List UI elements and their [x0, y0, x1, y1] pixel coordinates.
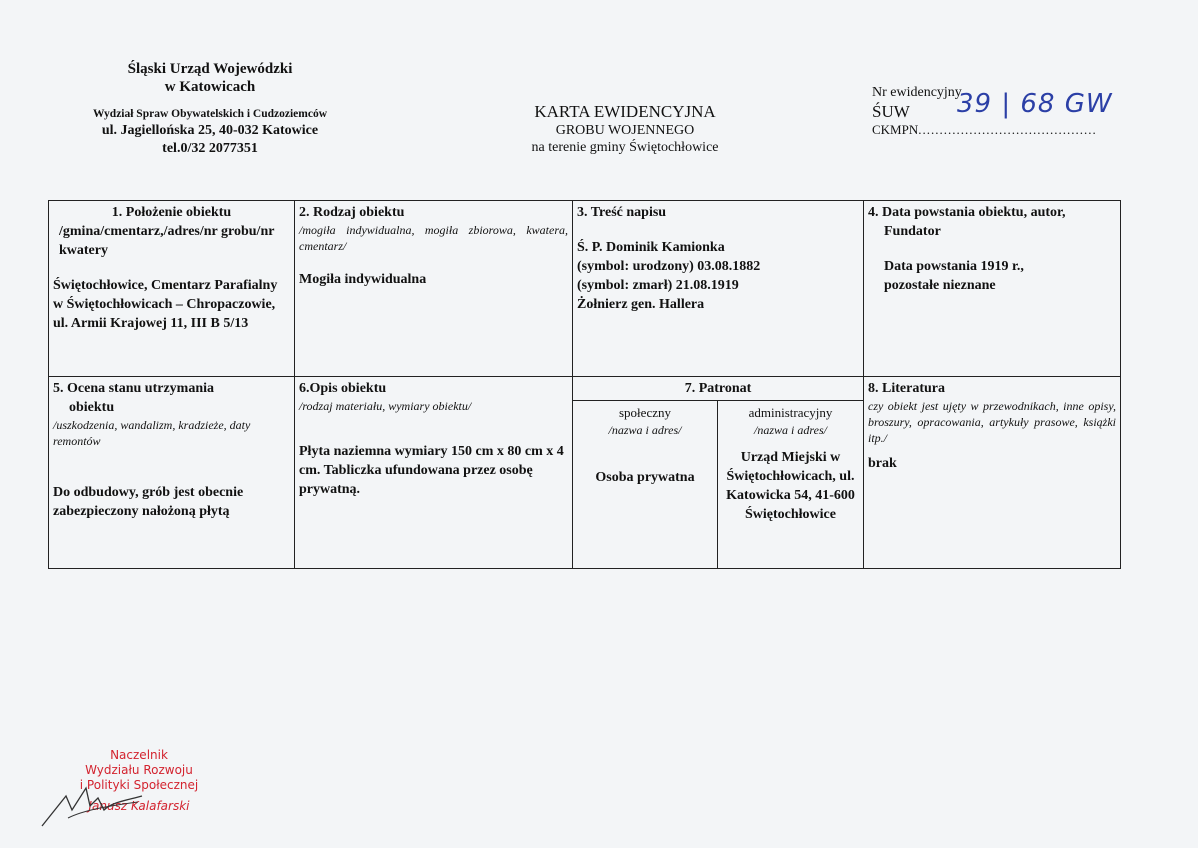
reg-dots: ..........................................	[918, 122, 1097, 137]
cell-inscription-title: 3. Treść napisu	[577, 205, 667, 220]
cell-patronage-title: 7. Patronat	[684, 381, 752, 396]
reg-ckmpn: CKMPN	[872, 122, 919, 137]
reg-suw: ŚUW	[872, 102, 910, 121]
cell-literature-title: 8. Literatura	[868, 381, 945, 396]
issuer-block	[60, 60, 360, 158]
cell-object-type-title: 2. Rodzaj obiektu	[299, 205, 405, 220]
cell-condition-title: 5. Ocena stanu utrzymania	[53, 381, 214, 396]
office-name: Śląski Urząd Wojewódzki	[127, 61, 293, 77]
cell-patronage-admin	[718, 401, 864, 569]
cell-patronage-admin-title: administracyjny	[748, 405, 833, 420]
office-city: w Katowicach	[164, 79, 256, 95]
cell-date-author-value2: pozostałe nieznane	[884, 278, 996, 293]
cell-location	[49, 201, 295, 377]
cell-date-author-value: Data powstania 1919 r.,	[884, 259, 1024, 274]
cell-description-hint: /rodzaj materiału, wymiary obiektu/	[299, 399, 472, 413]
cell-object-type	[295, 201, 573, 377]
cell-patronage-social-title: społeczny	[619, 405, 671, 420]
document-subtitle: GROBU WOJENNEGO	[555, 123, 695, 138]
cell-description-value: Płyta naziemna wymiary 150 cm x 80 cm x 4 cm. Tabliczka ufundowana przez osobę prywatną.	[299, 444, 564, 497]
reg-handwritten-number: 39 | 68 GW	[957, 89, 1113, 119]
inscription-line: (symbol: zmarł) 21.08.1919	[577, 278, 739, 293]
cell-inscription	[573, 201, 864, 377]
stamp-line: Wydziału Rozwoju	[85, 763, 193, 777]
cell-condition-value: Do odbudowy, grób jest obecnie zabezpieczony nałożoną płytą	[53, 485, 244, 519]
cell-patronage-header	[573, 377, 864, 401]
document-area: na terenie gminy Świętochłowice	[531, 140, 719, 155]
cell-patronage-admin-hint: /nazwa i adres/	[754, 423, 827, 437]
signature-scribble	[38, 780, 148, 830]
cell-literature-hint: czy obiekt jest ujęty w przewodnikach, inne opisy, broszury, opracowania, artykuły prasowe, książki itp./	[868, 399, 1116, 445]
phone: tel.0/32 2077351	[162, 141, 258, 156]
cell-object-type-hint: /mogiła indywidualna, mogiła zbiorowa, kwatera, cmentarz/	[299, 223, 568, 253]
cell-patronage-social	[573, 401, 718, 569]
registration-block	[872, 84, 1132, 138]
cell-literature-value: brak	[868, 456, 897, 471]
stamp-line: i Polityki Społecznej	[79, 778, 199, 792]
department: Wydział Spraw Obywatelskich i Cudzoziemców	[92, 108, 328, 120]
cell-condition	[49, 377, 295, 569]
address: ul. Jagiellońska 25, 40-032 Katowice	[101, 123, 319, 138]
cell-date-author-title2: Fundator	[884, 224, 941, 239]
cell-description	[295, 377, 573, 569]
document-title: KARTA EWIDENCYJNA	[534, 102, 716, 121]
cell-location-sub: /gmina/cmentarz,/adres/nr grobu/nr kwatery	[59, 224, 275, 258]
cell-literature	[864, 377, 1121, 569]
cell-location-value: Świętochłowice, Cmentarz Parafialny w Świętochłowicach – Chropaczowie, ul. Armii Krajowej 11, III B 5/13	[53, 278, 278, 331]
cell-patronage-social-value: Osoba prywatna	[595, 470, 695, 485]
cell-object-type-value: Mogiła indywidualna	[299, 272, 427, 287]
cell-condition-title2: obiektu	[69, 400, 115, 415]
cell-patronage-social-hint: /nazwa i adres/	[608, 423, 682, 437]
table-row	[49, 201, 1121, 377]
cell-condition-hint: /uszkodzenia, wandalizm, kradzieże, daty remontów	[53, 418, 251, 448]
record-table	[48, 200, 1121, 569]
reg-label: Nr ewidencyjny	[872, 85, 962, 100]
inscription-line: (symbol: urodzony) 03.08.1882	[577, 259, 761, 274]
inscription-line: Ś. P. Dominik Kamionka	[577, 240, 725, 255]
cell-date-author-title: 4. Data powstania obiektu, autor,	[868, 205, 1066, 220]
stamp-name: Janusz Kalafarski	[88, 799, 190, 813]
table-row	[49, 377, 1121, 401]
cell-description-title: 6.Opis obiektu	[299, 381, 387, 396]
inscription-line: Żołnierz gen. Hallera	[577, 297, 705, 312]
document-title-block	[470, 102, 780, 156]
stamp-line: Naczelnik	[110, 748, 168, 762]
cell-location-title: 1. Położenie obiektu	[111, 205, 232, 220]
cell-date-author	[864, 201, 1121, 377]
cell-patronage-admin-value: Urząd Miejski w Świętochłowicach, ul. Katowicka 54, 41-600 Świętochłowice	[726, 450, 855, 522]
